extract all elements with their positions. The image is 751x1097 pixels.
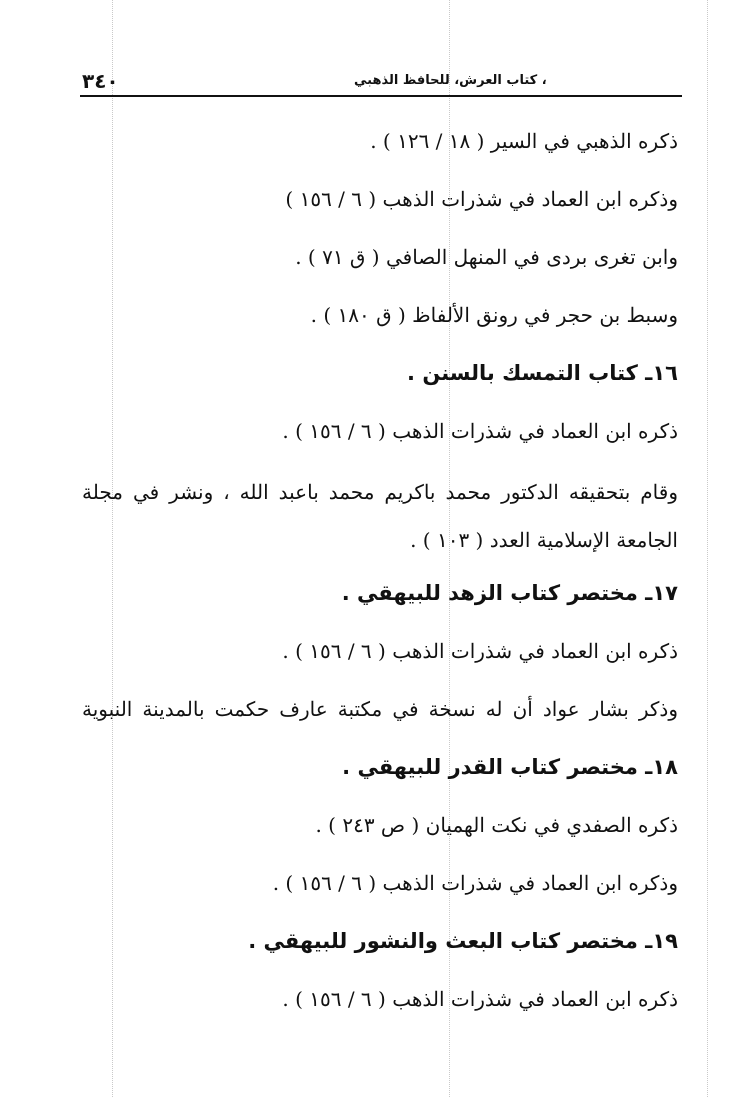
page-body (82, 112, 678, 1028)
text-line: ذكره الذهبي في السير ( ١٨ / ١٢٦ ) . (370, 129, 678, 153)
text-line: ذكره ابن العماد في شذرات الذهب ( ٦ / ١٥٦ ) . (282, 639, 678, 663)
section-heading: ١٧ـ مختصر كتاب الزهد للبيهقي . (341, 581, 678, 605)
text-line: وقام بتحقيقه الدكتور محمد باكريم محمد باعبد الله ، ونشر في مجلة (82, 480, 678, 504)
text-line: وسبط بن حجر في رونق الألفاظ ( ق ١٨٠ ) . (310, 303, 678, 327)
text-line: وابن تغرى بردى في المنهل الصافي ( ق ٧١ ) . (295, 245, 678, 269)
text-line: وذكر بشار عواد أن له نسخة في مكتبة عارف حكمت بالمدينة النبوية (82, 697, 678, 721)
page-number: ٣٤٠ (82, 69, 119, 93)
header-rule (80, 95, 682, 97)
scan-guide-line (707, 0, 708, 1097)
page-header (82, 66, 682, 96)
text-line: الجامعة الإسلامية العدد ( ١٠٣ ) . (410, 528, 678, 552)
text-line: ذكره ابن العماد في شذرات الذهب ( ٦ / ١٥٦ ) . (282, 419, 678, 443)
text-line: ذكره ابن العماد في شذرات الذهب ( ٦ / ١٥٦ ) . (282, 987, 678, 1011)
section-heading: ١٦ـ كتاب التمسك بالسنن . (407, 361, 678, 385)
text-line: ذكره الصفدي في نكت الهميان ( ص ٢٤٣ ) . (315, 813, 678, 837)
section-heading: ١٨ـ مختصر كتاب القدر للبيهقي . (342, 755, 678, 779)
section-heading: ١٩ـ مختصر كتاب البعث والنشور للبيهقي . (248, 929, 678, 953)
text-line: وذكره ابن العماد في شذرات الذهب ( ٦ / ١٥٦ ) . (272, 871, 678, 895)
running-title: ، كتاب العرش، للحافظ الذهبي (354, 73, 547, 88)
text-line: وذكره ابن العماد في شذرات الذهب ( ٦ / ١٥٦ ) (285, 187, 678, 211)
